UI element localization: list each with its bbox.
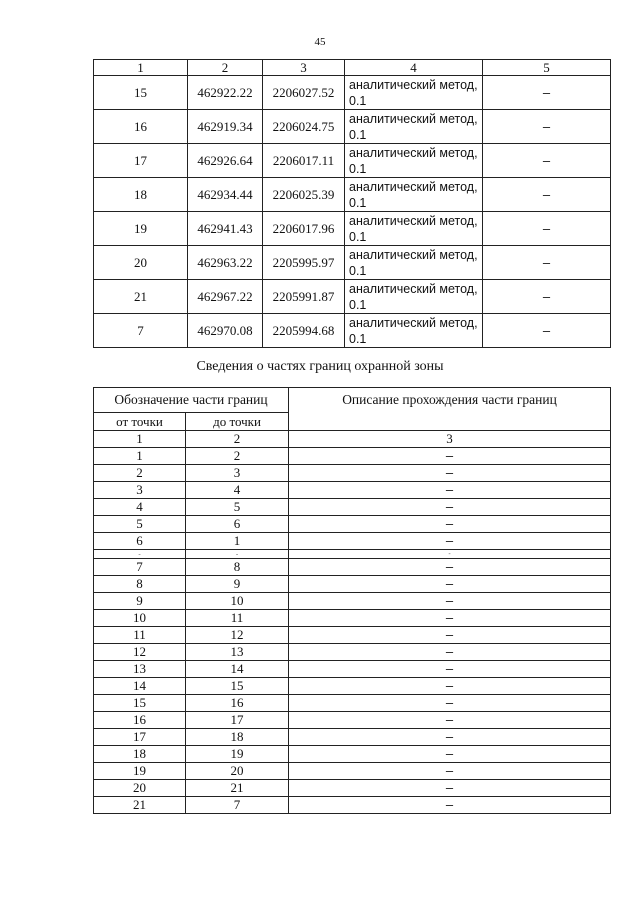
to-point-cell: 7 bbox=[186, 797, 289, 814]
boundary-part-row bbox=[94, 482, 611, 499]
note-cell: – bbox=[483, 144, 611, 178]
to-point-cell: 10 bbox=[186, 593, 289, 610]
from-point-cell: 8 bbox=[94, 576, 186, 593]
boundary-part-row bbox=[94, 448, 611, 465]
to-point-cell: 16 bbox=[186, 695, 289, 712]
description-cell: – bbox=[289, 746, 611, 763]
method-cell: аналитический метод, 0.1 bbox=[345, 178, 483, 212]
y-coordinate-cell: 2206027.52 bbox=[263, 76, 345, 110]
from-point-cell: 7 bbox=[94, 559, 186, 576]
to-point-cell: 4 bbox=[186, 482, 289, 499]
description-cell: – bbox=[289, 780, 611, 797]
point-number-cell: 20 bbox=[94, 246, 188, 280]
point-number-cell: 19 bbox=[94, 212, 188, 246]
coordinates-row bbox=[94, 76, 611, 110]
point-number-cell: 15 bbox=[94, 76, 188, 110]
description-cell: – bbox=[289, 627, 611, 644]
to-point-cell: 15 bbox=[186, 678, 289, 695]
from-point-cell: 9 bbox=[94, 593, 186, 610]
x-coordinate-cell: 462963.22 bbox=[188, 246, 263, 280]
method-cell: аналитический метод, 0.1 bbox=[345, 144, 483, 178]
from-point-cell: 17 bbox=[94, 729, 186, 746]
boundary-part-row bbox=[94, 593, 611, 610]
from-point-cell: 14 bbox=[94, 678, 186, 695]
description-cell: – bbox=[289, 678, 611, 695]
to-point-cell: 6 bbox=[186, 516, 289, 533]
boundary-part-row bbox=[94, 763, 611, 780]
boundary-part-row bbox=[94, 797, 611, 814]
description-cell: – bbox=[289, 712, 611, 729]
note-cell: – bbox=[483, 212, 611, 246]
description-cell: – bbox=[289, 499, 611, 516]
boundary-part-row bbox=[94, 695, 611, 712]
coordinates-row bbox=[94, 178, 611, 212]
note-cell: – bbox=[483, 178, 611, 212]
to-point-cell: 3 bbox=[186, 465, 289, 482]
boundary-part-row bbox=[94, 627, 611, 644]
boundary-part-row bbox=[94, 576, 611, 593]
to-point-cell: 17 bbox=[186, 712, 289, 729]
description-cell: – bbox=[289, 533, 611, 550]
y-coordinate-cell: 2206017.96 bbox=[263, 212, 345, 246]
coordinates-row bbox=[94, 314, 611, 348]
parts-numbering-row bbox=[94, 431, 611, 448]
point-number-cell: 17 bbox=[94, 144, 188, 178]
numbering-cell-2: 2 bbox=[186, 431, 289, 448]
description-cell: - bbox=[289, 550, 611, 559]
to-point-header: до точки bbox=[186, 413, 289, 431]
from-point-cell: 21 bbox=[94, 797, 186, 814]
x-coordinate-cell: 462970.08 bbox=[188, 314, 263, 348]
from-point-cell: - bbox=[94, 550, 186, 559]
numbering-cell-1: 1 bbox=[94, 431, 186, 448]
from-point-cell: 5 bbox=[94, 516, 186, 533]
x-coordinate-cell: 462941.43 bbox=[188, 212, 263, 246]
from-point-cell: 4 bbox=[94, 499, 186, 516]
from-point-cell: 20 bbox=[94, 780, 186, 797]
from-point-header: от точки bbox=[94, 413, 186, 431]
to-point-cell: 14 bbox=[186, 661, 289, 678]
to-point-cell: 5 bbox=[186, 499, 289, 516]
method-cell: аналитический метод, 0.1 bbox=[345, 110, 483, 144]
x-coordinate-cell: 462934.44 bbox=[188, 178, 263, 212]
page-number: 45 bbox=[314, 36, 326, 48]
description-cell: – bbox=[289, 644, 611, 661]
boundary-part-row bbox=[94, 780, 611, 797]
description-cell: – bbox=[289, 610, 611, 627]
point-number-cell: 18 bbox=[94, 178, 188, 212]
to-point-cell: 2 bbox=[186, 448, 289, 465]
to-point-cell: 11 bbox=[186, 610, 289, 627]
from-point-cell: 16 bbox=[94, 712, 186, 729]
x-coordinate-cell: 462967.22 bbox=[188, 280, 263, 314]
boundary-part-row bbox=[94, 712, 611, 729]
description-cell: – bbox=[289, 661, 611, 678]
from-point-cell: 18 bbox=[94, 746, 186, 763]
to-point-cell: 19 bbox=[186, 746, 289, 763]
to-point-cell: 18 bbox=[186, 729, 289, 746]
boundary-part-row bbox=[94, 550, 611, 559]
boundary-description-header: Описание прохождения части границ bbox=[289, 388, 611, 431]
to-point-cell: 8 bbox=[186, 559, 289, 576]
coordinates-row bbox=[94, 246, 611, 280]
note-cell: – bbox=[483, 76, 611, 110]
section-title: Сведения о частях границ охранной зоны bbox=[196, 359, 444, 374]
method-cell: аналитический метод, 0.1 bbox=[345, 246, 483, 280]
point-number-cell: 7 bbox=[94, 314, 188, 348]
boundary-part-row bbox=[94, 678, 611, 695]
y-coordinate-cell: 2206025.39 bbox=[263, 178, 345, 212]
boundary-part-row bbox=[94, 533, 611, 550]
column-number-3: 3 bbox=[263, 60, 345, 76]
description-cell: – bbox=[289, 448, 611, 465]
numbering-cell-3: 3 bbox=[289, 431, 611, 448]
to-point-cell: 21 bbox=[186, 780, 289, 797]
from-point-cell: 2 bbox=[94, 465, 186, 482]
parts-header-row bbox=[94, 388, 611, 413]
from-point-cell: 15 bbox=[94, 695, 186, 712]
from-point-cell: 19 bbox=[94, 763, 186, 780]
boundary-part-row bbox=[94, 746, 611, 763]
y-coordinate-cell: 2206017.11 bbox=[263, 144, 345, 178]
column-number-2: 2 bbox=[188, 60, 263, 76]
description-cell: – bbox=[289, 516, 611, 533]
boundary-part-row bbox=[94, 465, 611, 482]
to-point-cell: - bbox=[186, 550, 289, 559]
coordinates-row bbox=[94, 212, 611, 246]
from-point-cell: 12 bbox=[94, 644, 186, 661]
from-point-cell: 13 bbox=[94, 661, 186, 678]
point-number-cell: 21 bbox=[94, 280, 188, 314]
method-cell: аналитический метод, 0.1 bbox=[345, 76, 483, 110]
x-coordinate-cell: 462922.22 bbox=[188, 76, 263, 110]
description-cell: – bbox=[289, 576, 611, 593]
description-cell: – bbox=[289, 763, 611, 780]
to-point-cell: 12 bbox=[186, 627, 289, 644]
coordinates-header-row bbox=[94, 60, 611, 76]
description-cell: – bbox=[289, 797, 611, 814]
boundary-part-row bbox=[94, 516, 611, 533]
description-cell: – bbox=[289, 559, 611, 576]
description-cell: – bbox=[289, 695, 611, 712]
boundary-part-row bbox=[94, 661, 611, 678]
from-point-cell: 6 bbox=[94, 533, 186, 550]
boundary-parts-table bbox=[93, 387, 611, 814]
to-point-cell: 1 bbox=[186, 533, 289, 550]
description-cell: – bbox=[289, 482, 611, 499]
coordinates-row bbox=[94, 144, 611, 178]
y-coordinate-cell: 2205995.97 bbox=[263, 246, 345, 280]
description-cell: – bbox=[289, 465, 611, 482]
note-cell: – bbox=[483, 280, 611, 314]
from-point-cell: 11 bbox=[94, 627, 186, 644]
note-cell: – bbox=[483, 314, 611, 348]
boundary-part-row bbox=[94, 644, 611, 661]
column-number-5: 5 bbox=[483, 60, 611, 76]
boundary-part-row bbox=[94, 499, 611, 516]
boundary-designation-header: Обозначение части границ bbox=[94, 388, 289, 413]
coordinates-table bbox=[93, 59, 611, 348]
coordinates-row bbox=[94, 110, 611, 144]
method-cell: аналитический метод, 0.1 bbox=[345, 280, 483, 314]
description-cell: – bbox=[289, 729, 611, 746]
note-cell: – bbox=[483, 110, 611, 144]
method-cell: аналитический метод, 0.1 bbox=[345, 314, 483, 348]
boundary-part-row bbox=[94, 610, 611, 627]
to-point-cell: 9 bbox=[186, 576, 289, 593]
from-point-cell: 1 bbox=[94, 448, 186, 465]
y-coordinate-cell: 2206024.75 bbox=[263, 110, 345, 144]
y-coordinate-cell: 2205991.87 bbox=[263, 280, 345, 314]
boundary-part-row bbox=[94, 729, 611, 746]
method-cell: аналитический метод, 0.1 bbox=[345, 212, 483, 246]
note-cell: – bbox=[483, 246, 611, 280]
column-number-4: 4 bbox=[345, 60, 483, 76]
x-coordinate-cell: 462926.64 bbox=[188, 144, 263, 178]
boundary-part-row bbox=[94, 559, 611, 576]
point-number-cell: 16 bbox=[94, 110, 188, 144]
from-point-cell: 10 bbox=[94, 610, 186, 627]
column-number-1: 1 bbox=[94, 60, 188, 76]
from-point-cell: 3 bbox=[94, 482, 186, 499]
coordinates-row bbox=[94, 280, 611, 314]
x-coordinate-cell: 462919.34 bbox=[188, 110, 263, 144]
y-coordinate-cell: 2205994.68 bbox=[263, 314, 345, 348]
description-cell: – bbox=[289, 593, 611, 610]
to-point-cell: 13 bbox=[186, 644, 289, 661]
to-point-cell: 20 bbox=[186, 763, 289, 780]
